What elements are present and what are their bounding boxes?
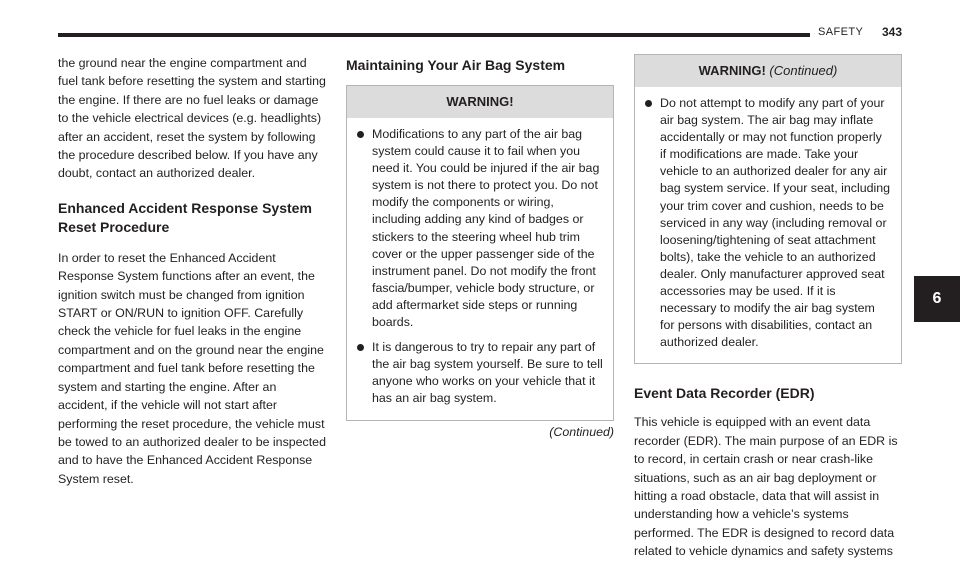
warning-box xyxy=(346,85,614,421)
warning-header xyxy=(347,85,613,118)
bullet-icon xyxy=(357,344,364,351)
maintaining-air-bag-heading: Maintaining Your Air Bag System xyxy=(346,57,566,73)
column-right xyxy=(634,54,902,561)
column-middle xyxy=(346,54,614,441)
warning-bullet xyxy=(645,95,891,351)
warning-bullet xyxy=(357,126,603,331)
warning-bullet-text: Do not attempt to modify any part of your air bag system. The air bag may inflate accidentally or may not function properly if modifications are made. Take your vehicle to an authorized dealer for any air bag system service. If your seat, including your trim cover and cushion, needs to be serviced in any way (including removal or loosening/tightening of seat attachment bolts), take the vehicle to an authorized dealer. Only manufacturer approved seat accessories may be used. If it is necessary to modify the air bag system for persons with disabilities, contact an authorized dealer. xyxy=(660,96,891,350)
warning-bullet-text: Modifications to any part of the air bag system could cause it to fail when you need it. You could be injured if the air bag system is not there to protect you. Do not modify the components or wiring, including adding any kind of badges or stickers to the steering wheel hub trim cover or the upper passenger side of the instrument panel. Do not modify the front fascia/bumper, vehicle body structure, or add aftermarket side steps or running boards. xyxy=(372,127,600,330)
warning-title: WARNING! xyxy=(698,63,766,78)
warning-header xyxy=(635,54,901,87)
warning-title: WARNING! xyxy=(446,94,514,109)
reset-procedure-paragraph: In order to reset the Enhanced Accident Response System functions after an event, the ignition switch must be changed from ignition START or ON/RUN to ignition OFF. Carefully check the vehicle for fuel leaks in the engine compartment and on the ground near the engine compartment and fuel tank before resetting the system and starting the engine. After an accident, if the vehicle will not start after performing the reset procedure, the vehicle must be towed to an authorized dealer to be inspected and to have the Enhanced Accident Response System reset. xyxy=(58,250,326,486)
page-number: 343 xyxy=(881,25,902,39)
edr-heading: Event Data Recorder (EDR) xyxy=(634,385,815,402)
warning-bullet xyxy=(357,339,603,407)
bullet-icon xyxy=(357,131,364,138)
reset-procedure-heading: Enhanced Accident Response System Reset Procedure xyxy=(58,199,312,235)
bullet-icon xyxy=(645,100,652,107)
section-name: SAFETY xyxy=(818,26,864,38)
chapter-tab: 6 xyxy=(914,276,960,322)
continued-label: (Continued) xyxy=(549,424,614,439)
warning-body xyxy=(635,87,901,363)
warning-body xyxy=(347,118,613,420)
header-rule xyxy=(58,33,810,37)
warning-bullet-text: It is dangerous to try to repair any part of the air bag system yourself. Be sure to tell anyone who works on your vehicle that it has an air bag system. xyxy=(372,340,603,406)
warning-box-continued xyxy=(634,54,902,364)
edr-paragraph: This vehicle is equipped with an event data recorder (EDR). The main purpose of an EDR is to record, in certain crash or near crash-like situations, such as an air bag deployment or hitting a road obstacle, data that will assist in understanding how a vehicle’s systems performed. The EDR is designed to record data related to vehicle dynamics and safety systems xyxy=(634,415,898,559)
column-left xyxy=(58,54,326,488)
warning-continued-label: (Continued) xyxy=(769,63,838,78)
intro-paragraph: the ground near the engine compartment and fuel tank before resetting the system and starting the engine. If there are no fuel leaks or damage to the vehicle electrical devices (e.g. headlights) after an accident, reset the system by following the procedure described below. If you have any doubt, contact an authorized dealer. xyxy=(58,56,326,181)
